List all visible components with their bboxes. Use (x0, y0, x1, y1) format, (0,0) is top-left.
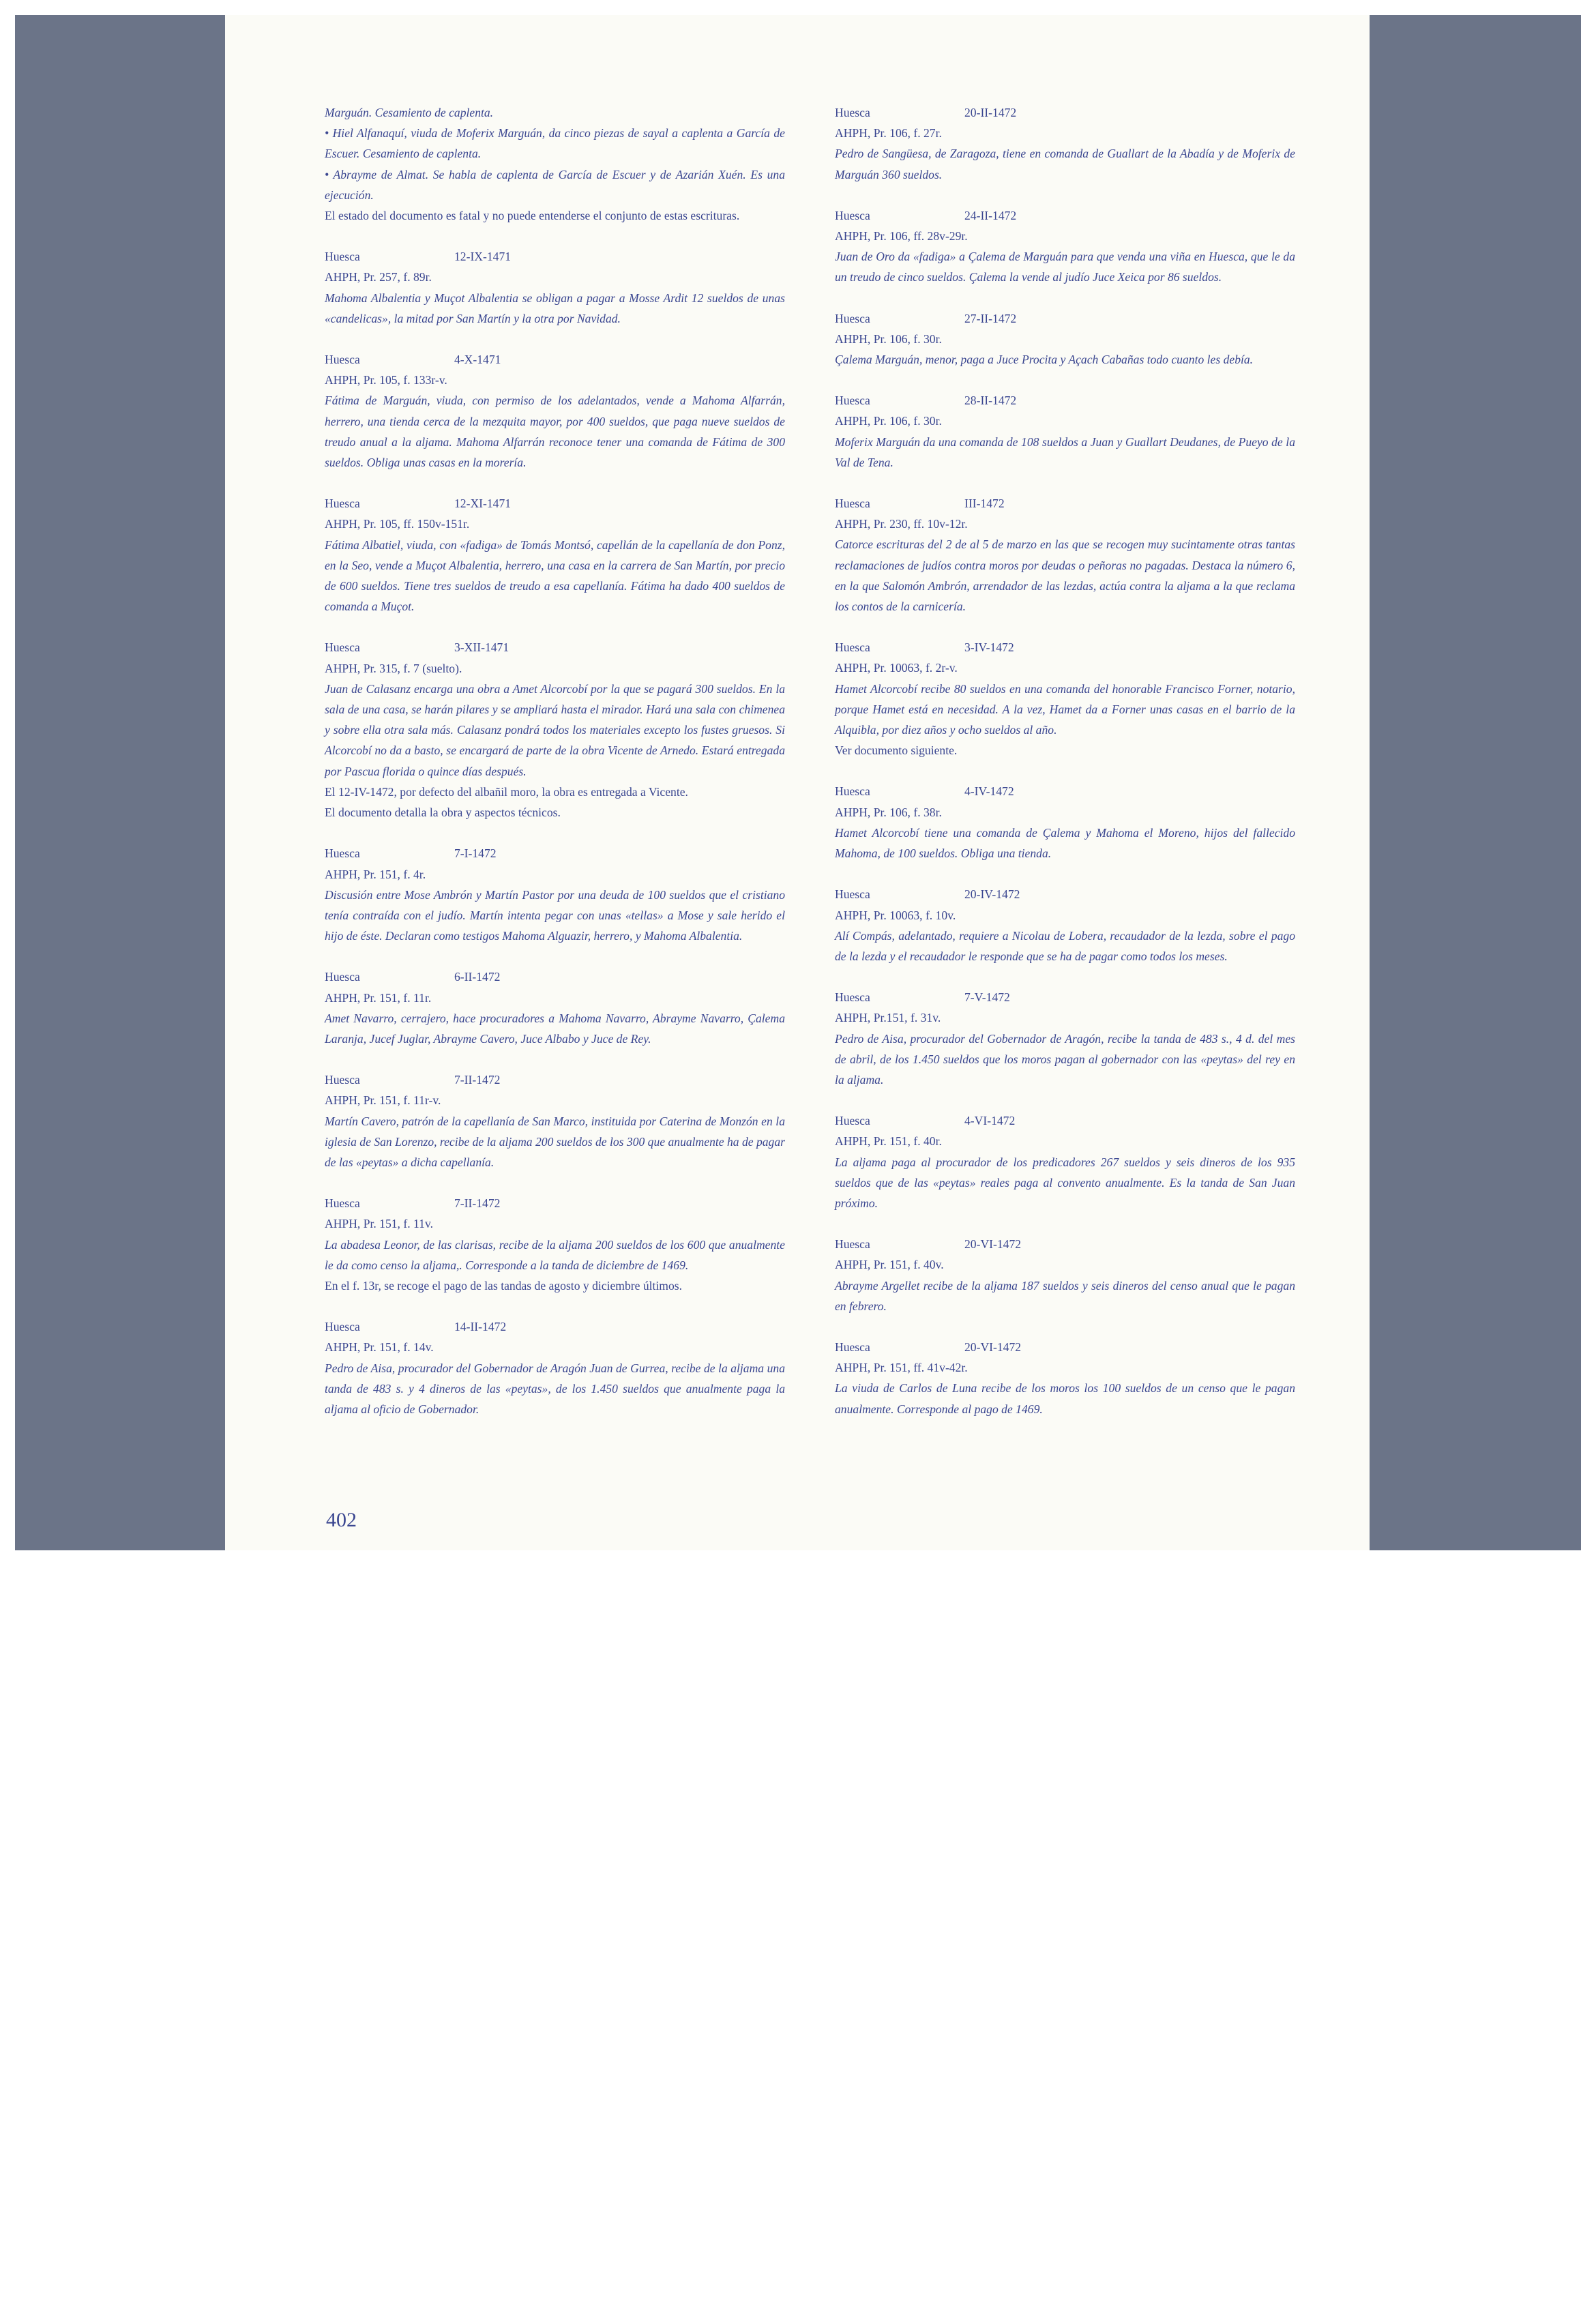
document-entry (325, 966, 785, 1049)
entry-summary: Discusión entre Mose Ambrón y Martín Pastor por una deuda de 100 sueldos que el cristiano tenía contraída con el judío. Martín intenta pegar con unas «tellas» a Mose y sale herido el hijo de éste. Declaran como testigos Mahoma Alguazir, herrero, y Mahoma Albalentia. (325, 887, 785, 943)
document-entry (835, 308, 1295, 370)
entry-reference: AHPH, Pr. 106, f. 27r. (835, 126, 942, 141)
document-entry (325, 843, 785, 946)
entry-summary: Pedro de Sangüesa, de Zaragoza, tiene en comanda de Guallart de la Abadía y de Moferix de Marguán 360 sueldos. (835, 147, 1295, 181)
entry-reference: AHPH, Pr. 315, f. 7 (suelto). (325, 661, 462, 675)
document-entry (835, 102, 1295, 185)
entry-place: Huesca (325, 1196, 360, 1211)
entry-header (325, 349, 785, 370)
entry-summary: La aljama paga al procurador de los predicadores 267 sueldos y seis dineros de los 935 sueldos que de las «peytas» reales paga al convento anualmente. Es la tanda de San Juan próximo. (835, 1155, 1295, 1210)
entry-reference: AHPH, Pr.151, f. 31v. (835, 1011, 941, 1025)
entry-note: El documento detalla la obra y aspectos técnicos. (325, 806, 561, 820)
document-entry (325, 1316, 785, 1419)
entry-summary: Pedro de Aisa, procurador del Gobernador de Aragón, recibe la tanda de 483 s., 4 d. del mes de abril, de los 1.450 sueldos que los moros pagan al gobernador con las «peytas» del rey en la aljama. (835, 1031, 1295, 1087)
document-page (225, 15, 1370, 1550)
entry-summary: Martín Cavero, patrón de la capellanía de San Marco, instituida por Caterina de Monzón en la iglesia de San Lorenzo, recibe de la aljama 200 sueldos de los 300 que anualmente ha de pagar de las «peytas» a dicha capellanía. (325, 1114, 785, 1169)
document-entry (325, 349, 785, 473)
entry-place: Huesca (325, 250, 360, 264)
entry-place: Huesca (835, 784, 870, 799)
entry-summary: Amet Navarro, cerrajero, hace procuradores a Mahoma Navarro, Abrayme Navarro, Çalema Laranja, Jucef Juglar, Abrayme Cavero, Juce Albabo y Juce de Rey. (325, 1011, 785, 1046)
entry-date: 7-II-1472 (454, 1073, 501, 1087)
entry-date: 7-V-1472 (964, 990, 1010, 1005)
entry-date: 20-VI-1472 (964, 1340, 1022, 1354)
entry-reference: AHPH, Pr. 106, ff. 28v-29r. (835, 229, 968, 243)
entry-reference: AHPH, Pr. 257, f. 89r. (325, 270, 432, 284)
entry-summary: La viuda de Carlos de Luna recibe de los moros los 100 sueldos de un censo que le pagan anualmente. Corresponde al pago de 1469. (835, 1381, 1295, 1416)
entry-date: 7-I-1472 (454, 846, 497, 861)
entry-date: 4-X-1471 (454, 353, 501, 367)
entry-note: El 12-IV-1472, por defecto del albañil moro, la obra es entregada a Vicente. (325, 784, 688, 799)
entry-date: 6-II-1472 (454, 970, 501, 984)
entry-header (835, 884, 1295, 904)
entry-header (835, 1110, 1295, 1131)
entry-place: Huesca (835, 311, 870, 325)
entry-place: Huesca (835, 394, 870, 408)
entry-summary: Juan de Calasanz encarga una obra a Amet Alcorcobí por la que se pagará 300 sueldos. En la sala de una casa, se harán pilares y se ampliará hasta el mirador. Hará una sala con chimenea y sobre ella otra sala más. Calasanz pondrá todos los materiales excepto los fustes gruesos. Si Alcorcobí no da a basto, se encargará de parte de la obra Vicente de Arnedo. Estará entregada por Pascua florida o quince días después. (325, 681, 785, 778)
intro-paragraph: Marguán. Cesamiento de caplenta. (325, 106, 494, 119)
document-entry (835, 637, 1295, 760)
entry-place: Huesca (325, 970, 360, 984)
entry-reference: AHPH, Pr. 151, f. 4r. (325, 867, 426, 881)
entry-place: Huesca (835, 887, 870, 902)
entry-reference: AHPH, Pr. 230, ff. 10v-12r. (835, 517, 968, 531)
entry-header (835, 493, 1295, 514)
intro-paragraph: El estado del documento es fatal y no puede entenderse el conjunto de estas escrituras. (325, 209, 740, 223)
entry-place: Huesca (835, 1237, 870, 1252)
entry-header (835, 205, 1295, 226)
entry-note: En el f. 13r, se recoge el pago de las tandas de agosto y diciembre últimos. (325, 1278, 683, 1293)
entry-header (325, 637, 785, 658)
entry-reference: AHPH, Pr. 105, ff. 150v-151r. (325, 517, 470, 531)
entry-place: Huesca (835, 497, 870, 511)
intro-paragraph: • Abrayme de Almat. Se habla de caplenta de García de Escuer y de Azarián Xuén. Es una ejecución. (325, 167, 785, 202)
entry-date: 20-IV-1472 (964, 887, 1020, 902)
entry-header (325, 843, 785, 863)
entry-header (835, 987, 1295, 1007)
intro-block (325, 102, 785, 226)
document-entry (835, 884, 1295, 966)
entry-date: 3-IV-1472 (964, 640, 1014, 655)
entry-date: 27-II-1472 (964, 311, 1017, 325)
entry-reference: AHPH, Pr. 105, f. 133r-v. (325, 373, 447, 387)
entry-header (835, 102, 1295, 123)
entry-header (835, 308, 1295, 329)
document-entry (835, 1110, 1295, 1213)
entry-header (325, 1069, 785, 1090)
entry-reference: AHPH, Pr. 10063, f. 10v. (835, 908, 956, 922)
entry-reference: AHPH, Pr. 151, f. 11r-v. (325, 1093, 441, 1108)
entry-date: 7-II-1472 (454, 1196, 501, 1211)
entry-date: 12-IX-1471 (454, 250, 512, 264)
entry-summary: Catorce escrituras del 2 de al 5 de marzo en las que se recogen muy sucintamente otras tantas reclamaciones de judíos contra moros por deudas o peñoras no pagadas. Destaca la número 6, en la que Salomón Ambrón, arrendador de las lezdas, actúa contra la aljama a la que reclama los contos de la carnicería. (835, 537, 1295, 614)
entry-place: Huesca (325, 640, 360, 655)
entry-reference: AHPH, Pr. 151, f. 14v. (325, 1340, 434, 1355)
entry-header (835, 390, 1295, 411)
entry-reference: AHPH, Pr. 151, f. 11r. (325, 990, 432, 1005)
entry-summary: Mahoma Albalentia y Muçot Albalentia se obligan a pagar a Mosse Ardit 12 sueldos de unas «candelicas», la mitad por San Martín y la otra por Navidad. (325, 291, 785, 325)
entry-summary: Moferix Marguán da una comanda de 108 sueldos a Juan y Guallart Deudanes, de Pueyo de la Val de Tena. (835, 434, 1295, 469)
entry-reference: AHPH, Pr. 106, f. 30r. (835, 331, 942, 346)
entry-date: 14-II-1472 (454, 1320, 507, 1334)
document-entry (325, 493, 785, 617)
entry-place: Huesca (325, 497, 360, 511)
entry-header (835, 781, 1295, 801)
entry-summary: Alí Compás, adelantado, requiere a Nicolau de Lobera, recaudador de la lezda, sobre el pago de la lezda y el recaudador le responde que se ha de pagar como todos los meses. (835, 928, 1295, 963)
entry-header (325, 966, 785, 987)
entry-header (835, 1337, 1295, 1357)
entry-summary: Hamet Alcorcobí tiene una comanda de Çalema y Mahoma el Moreno, hijos del fallecido Mahoma, de 100 sueldos. Obliga una tienda. (835, 825, 1295, 861)
entry-place: Huesca (325, 353, 360, 367)
right-column (835, 102, 1295, 1440)
document-entry (325, 246, 785, 329)
document-entry (325, 637, 785, 823)
entry-header (325, 493, 785, 514)
entry-date: 28-II-1472 (964, 394, 1017, 408)
entry-summary: Hamet Alcorcobí recibe 80 sueldos en una comanda del honorable Francisco Forner, notario, porque Hamet está en necesidad. A la vez, Hamet da a Forner unas casas en el barrio de la Alquibla, por diez años y ocho sueldos al año. (835, 681, 1295, 737)
entry-place: Huesca (835, 106, 870, 119)
entry-place: Huesca (325, 846, 360, 861)
entry-reference: AHPH, Pr. 151, ff. 41v-42r. (835, 1361, 968, 1375)
entry-place: Huesca (325, 1073, 360, 1087)
entry-summary: La abadesa Leonor, de las clarisas, recibe de la aljama 200 sueldos de los 600 que anualmente le da como censo la aljama,. Corresponde a la tanda de diciembre de 1469. (325, 1237, 785, 1272)
entry-place: Huesca (835, 1340, 870, 1354)
entry-place: Huesca (325, 1320, 360, 1334)
entry-reference: AHPH, Pr. 106, f. 30r. (835, 414, 942, 428)
document-entry (835, 1337, 1295, 1419)
document-entry (835, 493, 1295, 617)
entry-place: Huesca (835, 990, 870, 1005)
entry-summary: Çalema Marguán, menor, paga a Juce Procita y Açach Cabañas todo cuanto les debía. (835, 353, 1254, 367)
entry-header (325, 1316, 785, 1337)
entry-header (835, 637, 1295, 658)
document-entry (835, 781, 1295, 863)
entry-summary: Abrayme Argellet recibe de la aljama 187 sueldos y seis dineros del censo anual que le pagan en febrero. (835, 1278, 1295, 1313)
document-entry (835, 1234, 1295, 1316)
entry-place: Huesca (835, 1114, 870, 1128)
entry-date: III-1472 (964, 497, 1005, 511)
entry-reference: AHPH, Pr. 106, f. 38r. (835, 805, 942, 819)
left-entries (325, 246, 785, 1419)
page-number: 402 (326, 1509, 357, 1531)
entry-note: Ver documento siguiente. (835, 743, 958, 758)
document-entry (325, 1193, 785, 1296)
entry-date: 20-II-1472 (964, 106, 1017, 119)
entry-header (325, 246, 785, 267)
entry-header (325, 1193, 785, 1213)
entry-reference: AHPH, Pr. 151, f. 40r. (835, 1134, 942, 1149)
entry-summary: Fátima Albatiel, viuda, con «fadiga» de Tomás Montsó, capellán de la capellanía de don Ponz, en la Seo, vende a Muçot Albalentia, herrero, una casa en la carrera de San Martín, por precio de 600 sueldos. Tiene tres sueldos de treudo a esa capellanía. Fátima ha dado 400 sueldos de comanda a Muçot. (325, 537, 785, 614)
entry-summary: Pedro de Aisa, procurador del Gobernador de Aragón Juan de Gurrea, recibe de la aljama una tanda de 483 s. y 4 dineros de las «peytas», de los 1.450 sueldos que anualmente paga la aljama al oficio de Gobernador. (325, 1361, 785, 1416)
entry-date: 24-II-1472 (964, 208, 1017, 222)
document-entry (325, 1069, 785, 1172)
entry-date: 3-XII-1471 (454, 640, 509, 655)
document-entry (835, 205, 1295, 288)
intro-paragraph: • Hiel Alfanaquí, viuda de Moferix Marguán, da cinco piezas de sayal a caplenta a García de Escuer. Cesamiento de caplenta. (325, 126, 785, 161)
right-entries (835, 102, 1295, 1419)
left-column (325, 102, 785, 1440)
entry-summary: Fátima de Marguán, viuda, con permiso de los adelantados, vende a Mahoma Alfarrán, herrero, una tienda cerca de la mezquita mayor, por 400 sueldos, que paga nueve sueldos de treudo anual a la aljama. Mahoma Alfarrán reconoce tener una comanda de Fátima de 300 sueldos. Obliga unas casas en la morería. (325, 394, 785, 470)
entry-reference: AHPH, Pr. 151, f. 11v. (325, 1217, 434, 1231)
entry-summary: Juan de Oro da «fadiga» a Çalema de Marguán para que venda una viña en Huesca, que le da un treudo de cinco sueldos. Çalema la vende al judío Juce Xeica por 86 sueldos. (835, 250, 1295, 284)
document-entry (835, 987, 1295, 1090)
entry-date: 4-IV-1472 (964, 784, 1014, 799)
entry-reference: AHPH, Pr. 151, f. 40v. (835, 1258, 944, 1272)
entry-place: Huesca (835, 208, 870, 222)
entry-header (835, 1234, 1295, 1254)
entry-date: 12-XI-1471 (454, 497, 512, 511)
entry-place: Huesca (835, 640, 870, 655)
entry-reference: AHPH, Pr. 10063, f. 2r-v. (835, 661, 958, 675)
document-entry (835, 390, 1295, 473)
entry-date: 4-VI-1472 (964, 1114, 1016, 1128)
entry-date: 20-VI-1472 (964, 1237, 1022, 1252)
